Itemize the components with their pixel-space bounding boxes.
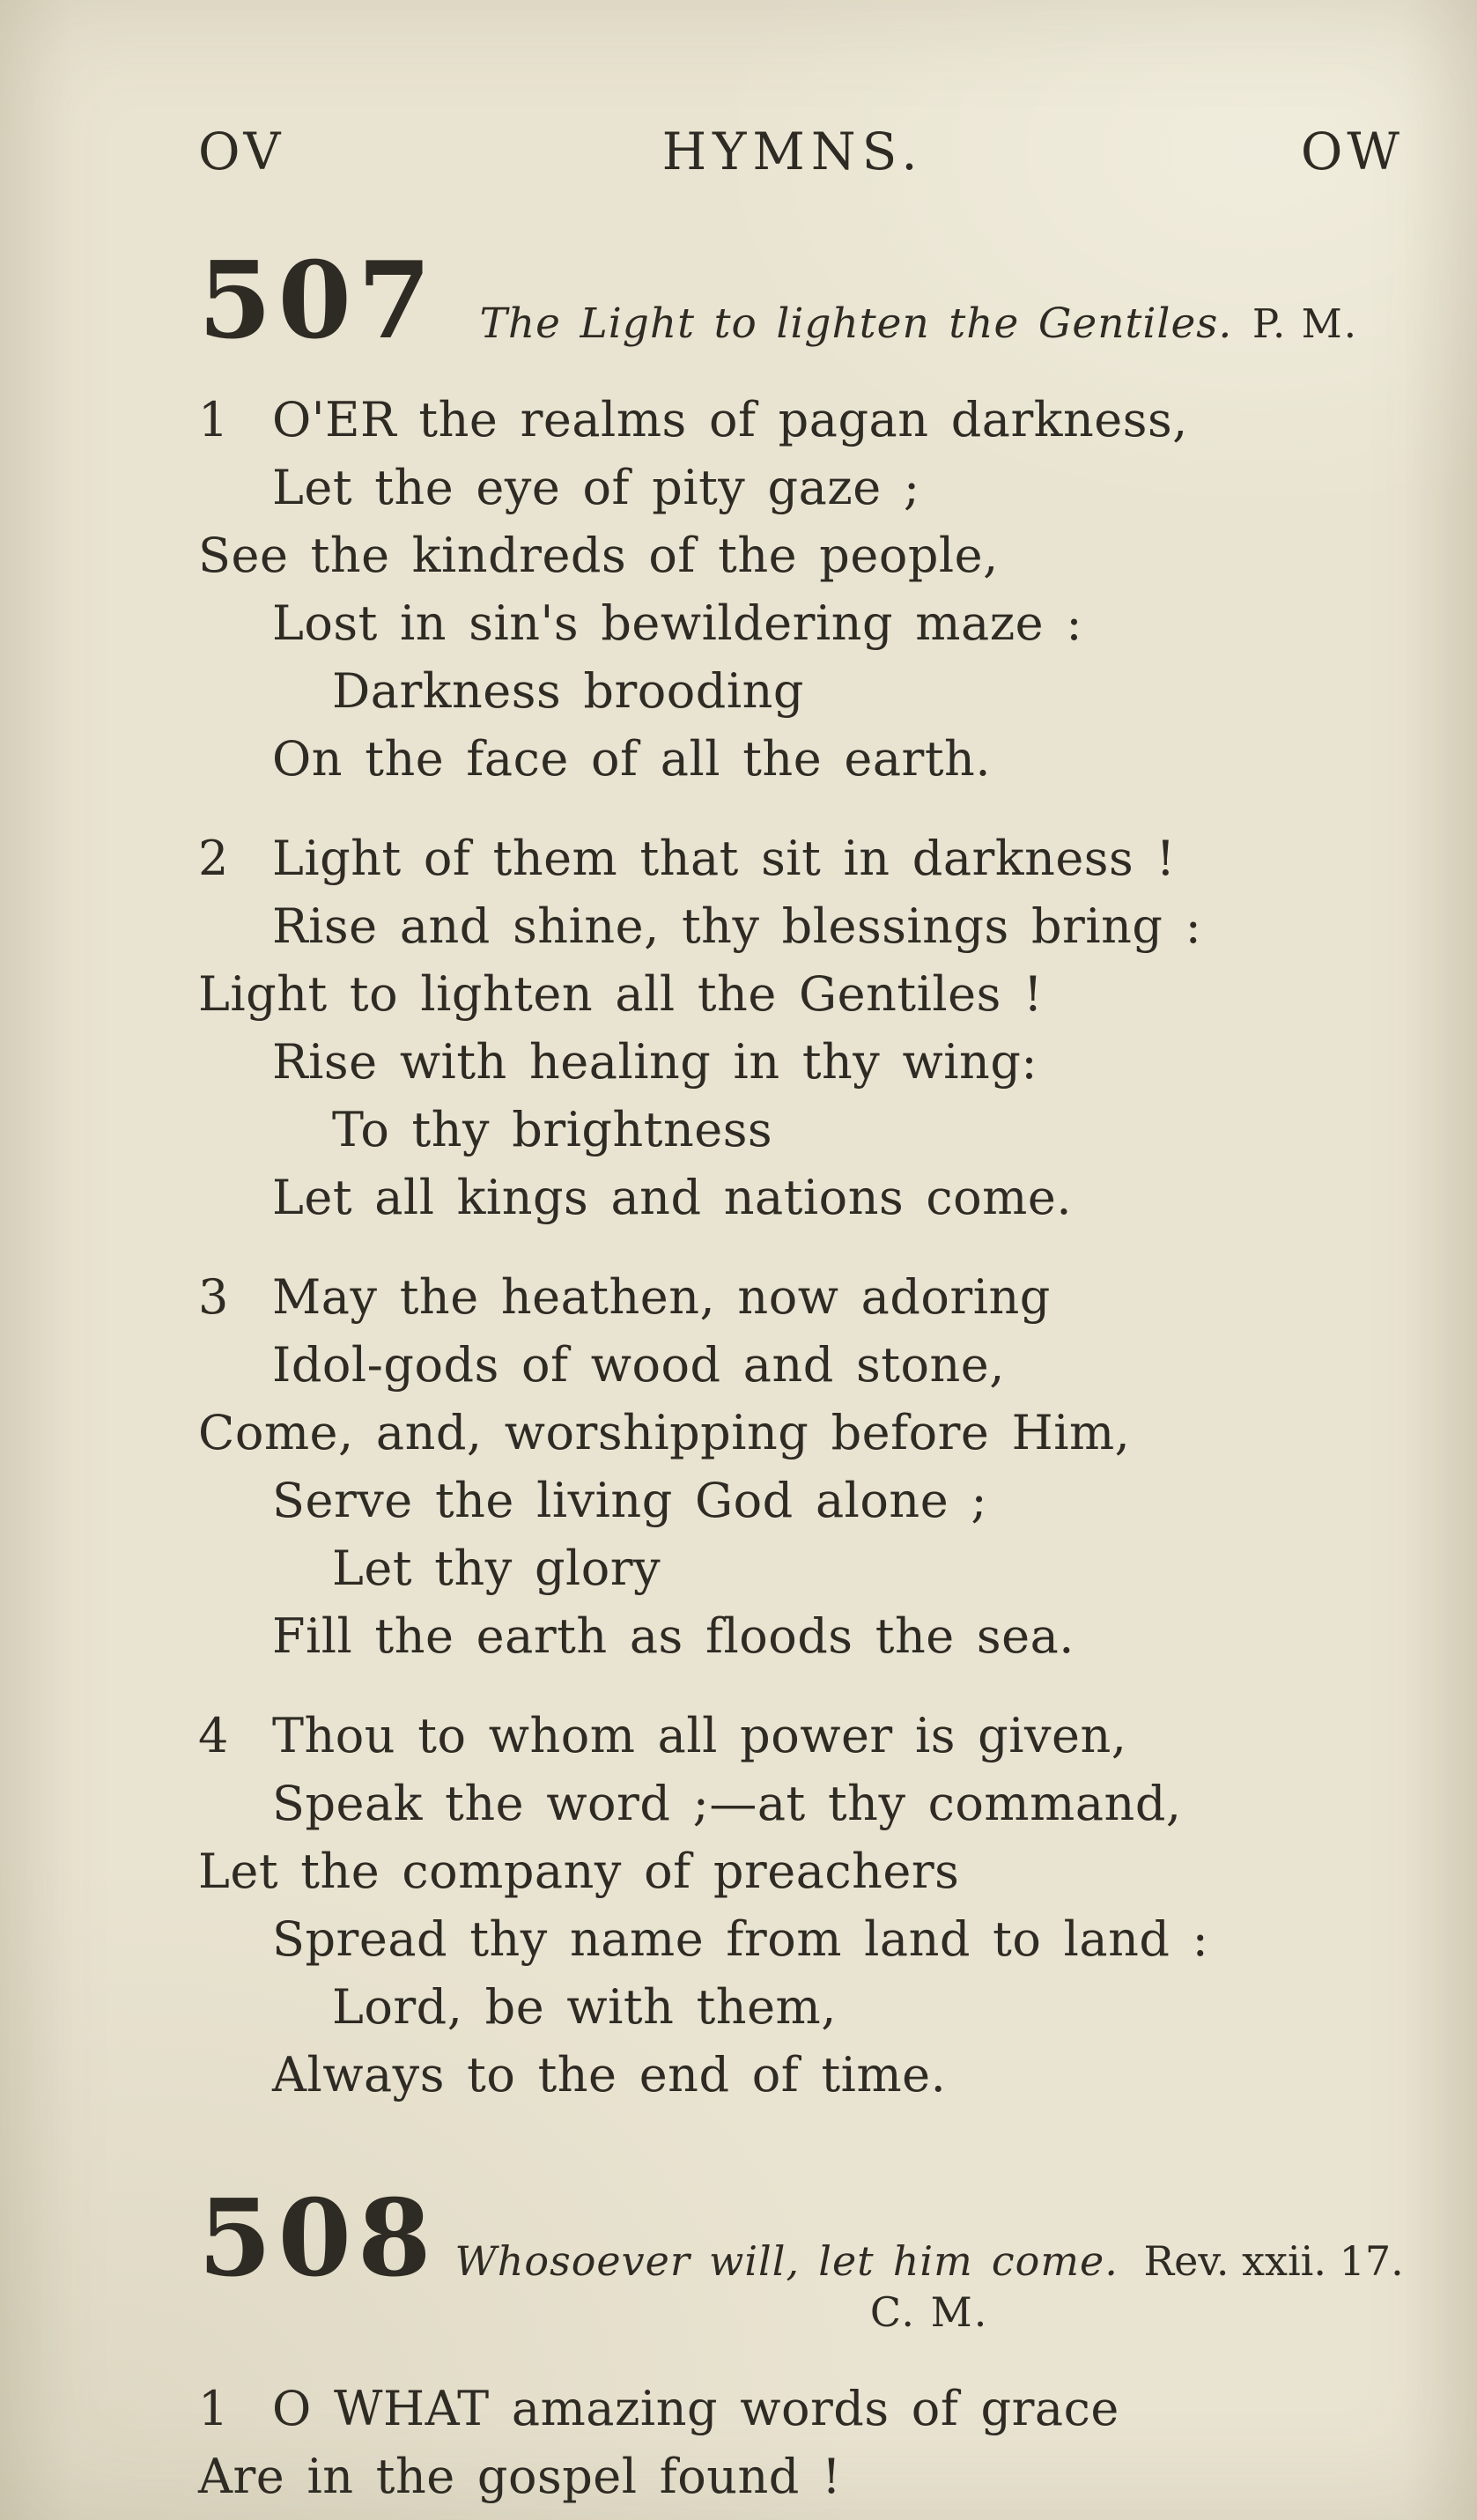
- verse-line: [198, 824, 1358, 892]
- verse-line: See the kindreds of the people,: [198, 528, 999, 583]
- hymn-508: [198, 2176, 1404, 2510]
- verse-line: Rise and shine, thy blessings bring :: [272, 898, 1202, 954]
- verse-line: Let thy glory: [332, 1541, 661, 1596]
- hymn-scripture-reference: Rev. xxii. 17.: [1143, 2237, 1404, 2285]
- verse-line: Light to lighten all the Gentiles !: [198, 966, 1044, 1022]
- verse-number: 1: [198, 2381, 229, 2436]
- verse-line: Are in the gospel found !: [198, 2449, 842, 2504]
- verse-line: Serve the living God alone ;: [272, 1473, 988, 1528]
- verse-line: Come, and, worshipping before Him,: [198, 1405, 1131, 1460]
- page-title: HYMNS.: [661, 122, 924, 181]
- verse-line: Lord, be with them,: [332, 1979, 837, 2035]
- hymn-title: Whosoever will, let him come.: [454, 2237, 1119, 2285]
- hymn-meter: C. M.: [869, 2288, 989, 2336]
- verse-number: 3: [198, 1269, 229, 1325]
- catchword-left: OV: [198, 122, 285, 181]
- verse-line: Darkness brooding: [332, 663, 804, 719]
- verse-line: [198, 1702, 1358, 1770]
- verse-line: Always to the end of time.: [272, 2047, 947, 2102]
- verse-line: [198, 2375, 1358, 2442]
- verse-line: Spread thy name from land to land :: [272, 1911, 1209, 1967]
- verse-line: [198, 1263, 1358, 1331]
- hymn-507-heading: [198, 239, 1358, 363]
- verse-line-text: Light of them that sit in darkness !: [272, 831, 1176, 886]
- verse: [198, 1702, 1358, 2109]
- verse-line: Fill the earth as floods the sea.: [272, 1608, 1075, 1664]
- verse-line-text: O WHAT amazing words of grace: [272, 2381, 1119, 2436]
- verse-line: On the face of all the earth.: [272, 731, 991, 787]
- verse-line: [198, 386, 1358, 454]
- verse: [198, 2375, 1358, 2510]
- hymn-number: 507: [198, 239, 438, 363]
- verse-number: 4: [198, 1708, 229, 1763]
- hymn-number: 508: [198, 2176, 438, 2301]
- verse-line: Rise with healing in thy wing:: [272, 1034, 1038, 1090]
- verse-number: 2: [198, 831, 229, 886]
- verse: [198, 1263, 1358, 1670]
- verse: [198, 386, 1358, 793]
- verse-line: Let all kings and nations come.: [272, 1170, 1072, 1225]
- verse-line: Let the eye of pity gaze ;: [272, 460, 920, 515]
- verse-line: Idol-gods of wood and stone,: [272, 1337, 1005, 1393]
- catchword-right: OW: [1300, 122, 1404, 181]
- running-head: [198, 122, 1404, 181]
- verse-line: Let the company of preachers: [198, 1844, 960, 1899]
- verse-number: 1: [198, 392, 229, 447]
- verse-line-text: Thou to whom all power is given,: [272, 1708, 1127, 1763]
- hymn-meter: P. M.: [1252, 300, 1358, 347]
- hymn-title: The Light to lighten the Gentiles.: [479, 299, 1233, 348]
- verse-line: To thy brightness: [332, 1102, 773, 1157]
- verse-line-text: O'ER the realms of pagan darkness,: [272, 392, 1188, 447]
- hymn-507: [198, 239, 1358, 2109]
- hymn-508-title-block: [438, 2235, 1404, 2338]
- verse-line: Lost in sin's bewildering maze :: [272, 595, 1083, 651]
- hymn-507-verses: [198, 386, 1358, 2109]
- hymn-508-heading: [198, 2176, 1404, 2338]
- verse-line: Speak the word ;—at thy command,: [272, 1776, 1182, 1831]
- hymn-title-line: [455, 2237, 1404, 2285]
- verse: [198, 824, 1358, 1231]
- verse-line-text: May the heathen, now adoring: [272, 1269, 1051, 1325]
- hymn-508-verses: [198, 2375, 1358, 2510]
